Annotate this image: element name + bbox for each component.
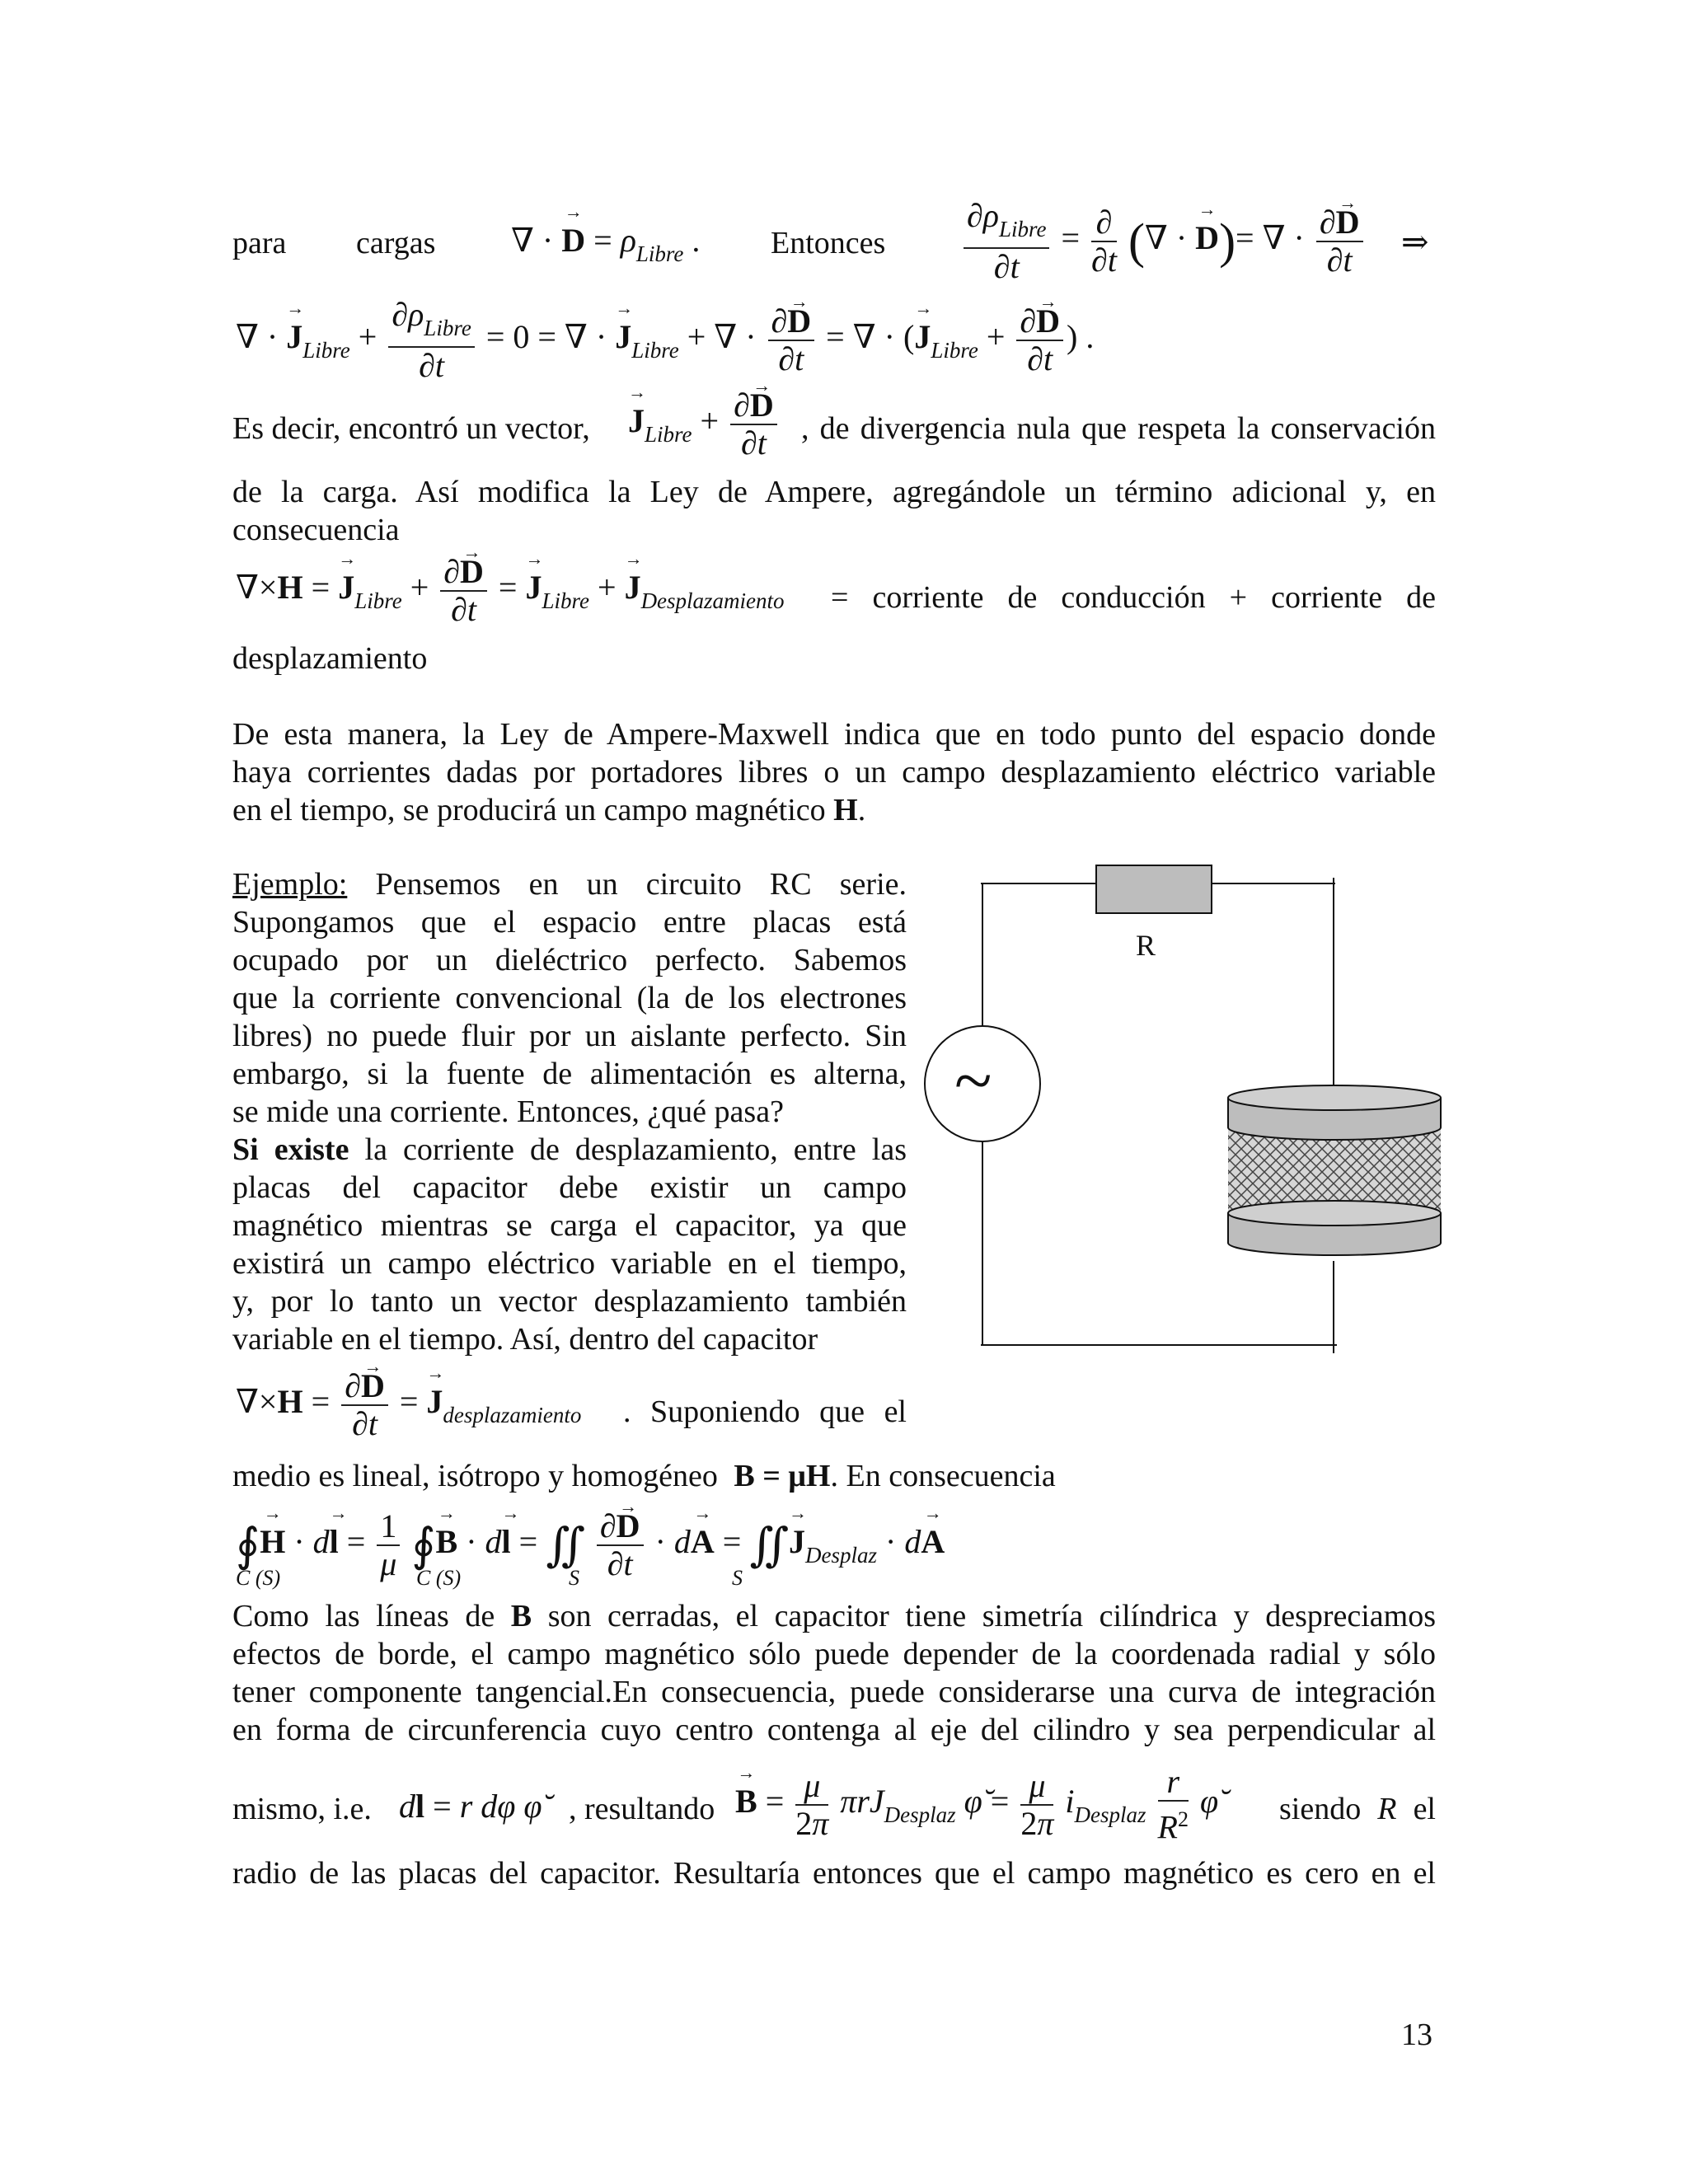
medio-end: . En consecuencia bbox=[830, 1459, 1056, 1493]
maxwell-line3-text: en el tiempo, se producirá un campo magnético bbox=[232, 793, 826, 827]
example-line-7 bbox=[232, 1131, 907, 1169]
integral-surface-label-1: S bbox=[569, 1566, 579, 1590]
free-plus-displacement-vector: → $J_{Libre}$ + $\frac{\partial\to D}{\partial t}$ bbox=[628, 387, 781, 462]
example-line-5: embargo, si la fuente de alimentación es alterna, bbox=[232, 1057, 907, 1091]
line1-word-para: para bbox=[232, 226, 287, 260]
integral-contour-label-1: C (S) bbox=[236, 1566, 281, 1590]
example-line-12: variable en el tiempo. Así, dentro del capacitor bbox=[232, 1322, 818, 1357]
field-lines-paragraph bbox=[232, 1597, 1436, 1749]
field-lines-line1a: Como las líneas de bbox=[232, 1599, 495, 1633]
vector-paragraph-line2: de la carga. Así modifica la Ley de Ampere, agregándole un término adicional y, en bbox=[232, 475, 1436, 509]
vector-sentence-end: , de divergencia nula que respeta la conservación bbox=[801, 411, 1436, 446]
constitutive-relation: B = μH bbox=[734, 1459, 831, 1493]
example-line-4: libres) no puede fluir por un aislante perfecto. Sin bbox=[232, 1019, 907, 1053]
ampere-maxwell-equation: ∇×H = → $J_{Libre}$ + $\frac{\partial\to D}{\partial t}$ = → $J_{Libre}$ + → $J_{Desplazamiento}$ bbox=[236, 554, 785, 628]
ampere-line-continuation: desplazamiento bbox=[232, 641, 428, 676]
example-line-7-text: la corriente de desplazamiento, entre las bbox=[364, 1132, 907, 1167]
field-lines-last bbox=[232, 1854, 1436, 1892]
el: el bbox=[1413, 1792, 1436, 1826]
bottom-plate bbox=[1228, 1201, 1441, 1255]
gauss-law-equation: ∇ · → $D = \rho_{Libre}$ . bbox=[511, 221, 700, 267]
field-lines-bold-b: B bbox=[510, 1599, 532, 1633]
maxwell-line3-bold: H bbox=[833, 793, 858, 827]
maxwell-line3-end: . bbox=[857, 793, 866, 827]
magnetic-field-result: → B = $\frac{\mu}{2\pi}$ πrJ$_{Desplaz}$ φ̆ = $\frac{\mu}{2\pi}$ $i_{Desplaz}$ $\frac{r}{R^2}$ φ̆ bbox=[735, 1764, 1218, 1845]
charge-derivative-equation: $\frac{\partial\rho_{Libre}}{\partial t}$ = $\frac{\partial}{\partial t}$ (∇ · → D)= ∇ · $\frac{\partial\to D}{\partial t}$ bbox=[960, 198, 1367, 285]
medio-line bbox=[232, 1457, 1056, 1495]
example-bold-lead: Si existe bbox=[232, 1132, 349, 1167]
example-line-10: existirá un campo eléctrico variable en el tiempo, bbox=[232, 1246, 907, 1281]
vector-paragraph-line3: consecuencia bbox=[232, 513, 400, 547]
ac-source-symbol: ~ bbox=[954, 1043, 992, 1119]
example-column bbox=[232, 865, 907, 1358]
resultando: , resultando bbox=[569, 1792, 715, 1826]
capacitor-ampere-equation: ∇×H = $\frac{\partial\to D}{\partial t}$ = → $J_{desplazamiento}$ bbox=[236, 1368, 581, 1442]
vector-sentence-start: Es decir, encontró un vector, bbox=[232, 411, 590, 446]
medio-text: medio es lineal, isótropo y homogéneo bbox=[232, 1459, 718, 1493]
integral-equation: ∮→ H · d→ l = $\frac{1}{\mu}$ ∮→ B · d→ l = ∬ $\frac{\partial\to D}{\partial t}$ · d→ A = ∬→ $J_{Desplaz} \cdot d\to A$ bbox=[236, 1508, 945, 1582]
example-line-2: ocupado por un dieléctrico perfecto. Sabemos bbox=[232, 943, 907, 977]
field-lines-line1 bbox=[232, 1597, 1436, 1635]
example-heading: Ejemplo: bbox=[232, 867, 348, 902]
integral-surface-label-2: S bbox=[732, 1566, 743, 1590]
continuity-equation: ∇ · → $J_{Libre}$ + $\frac{\partial\rho_{Libre}}{\partial t}$ = 0 = ∇ · → $J_{Libre}$ + ∇ · $\frac{\partial\to D}{\partial t}$ = ∇ · (→ $J_{Libre}$ + $\frac{\partial\to D}{\partial t}$ ) . bbox=[236, 297, 1094, 384]
mismo-ie: mismo, i.e. bbox=[232, 1792, 372, 1826]
example-line-0 bbox=[232, 865, 907, 903]
top-plate bbox=[1228, 1085, 1441, 1140]
example-line-1: Supongamos que el espacio entre placas está bbox=[232, 905, 907, 940]
example-line-8: placas del capacitor debe existir un campo bbox=[232, 1170, 907, 1205]
line1-word-entonces: Entonces bbox=[771, 226, 886, 260]
example-line-6: se mide una corriente. Entonces, ¿qué pasa? bbox=[232, 1094, 784, 1129]
radius-symbol: R bbox=[1377, 1792, 1397, 1826]
implies-arrow: ⇒ bbox=[1401, 223, 1429, 260]
field-lines-line2: efectos de borde, el campo magnético sólo puede depender de la coordenada radial y sólo bbox=[232, 1637, 1436, 1671]
field-lines-line4: en forma de circunferencia cuyo centro contenga al eje del cilindro y sea perpendicular al bbox=[232, 1713, 1436, 1747]
vector-paragraph-cont bbox=[232, 473, 1436, 549]
example-line-9: magnético mientras se carga el capacitor, ya que bbox=[232, 1208, 907, 1243]
resistor bbox=[1096, 865, 1212, 913]
example-line-0-text: Pensemos en un circuito RC serie. bbox=[375, 867, 907, 902]
line1-word-cargas: cargas bbox=[356, 226, 436, 260]
field-lines-line1c: son cerradas, el capacitor tiene simetría cilíndrica y despreciamos bbox=[547, 1599, 1437, 1633]
integral-contour-label-2: C (S) bbox=[416, 1566, 462, 1590]
maxwell-paragraph-line2: haya corrientes dadas por portadores libres o un campo desplazamiento eléctrico variable bbox=[232, 755, 1436, 790]
maxwell-paragraph bbox=[232, 715, 1436, 829]
resistor-label: R bbox=[1136, 929, 1156, 962]
field-lines-line3: tener componente tangencial.En consecuencia, puede considerarse una curva de integración bbox=[232, 1675, 1436, 1709]
maxwell-paragraph-line3 bbox=[232, 791, 1436, 829]
siendo: siendo bbox=[1279, 1792, 1362, 1826]
ampere-line-text: = corriente de conducción + corriente de bbox=[831, 580, 1436, 615]
field-lines-line6: radio de las placas del capacitor. Resultaría entonces que el campo magnético es cero en el bbox=[232, 1856, 1436, 1891]
siendo-r-el bbox=[1279, 1790, 1436, 1828]
example-line-3: que la corriente convencional (la de los electrones bbox=[232, 981, 907, 1015]
capacitor-equation-tail: . Suponiendo que el bbox=[623, 1394, 907, 1429]
dl-expression: dl = r dφ φ̆ bbox=[399, 1788, 542, 1825]
page-number: 13 bbox=[1401, 2018, 1432, 2052]
example-line-11: y, por lo tanto un vector desplazamiento también bbox=[232, 1284, 907, 1319]
maxwell-paragraph-line1: De esta manera, la Ley de Ampere-Maxwell indica que en todo punto del espacio donde bbox=[232, 717, 1436, 752]
